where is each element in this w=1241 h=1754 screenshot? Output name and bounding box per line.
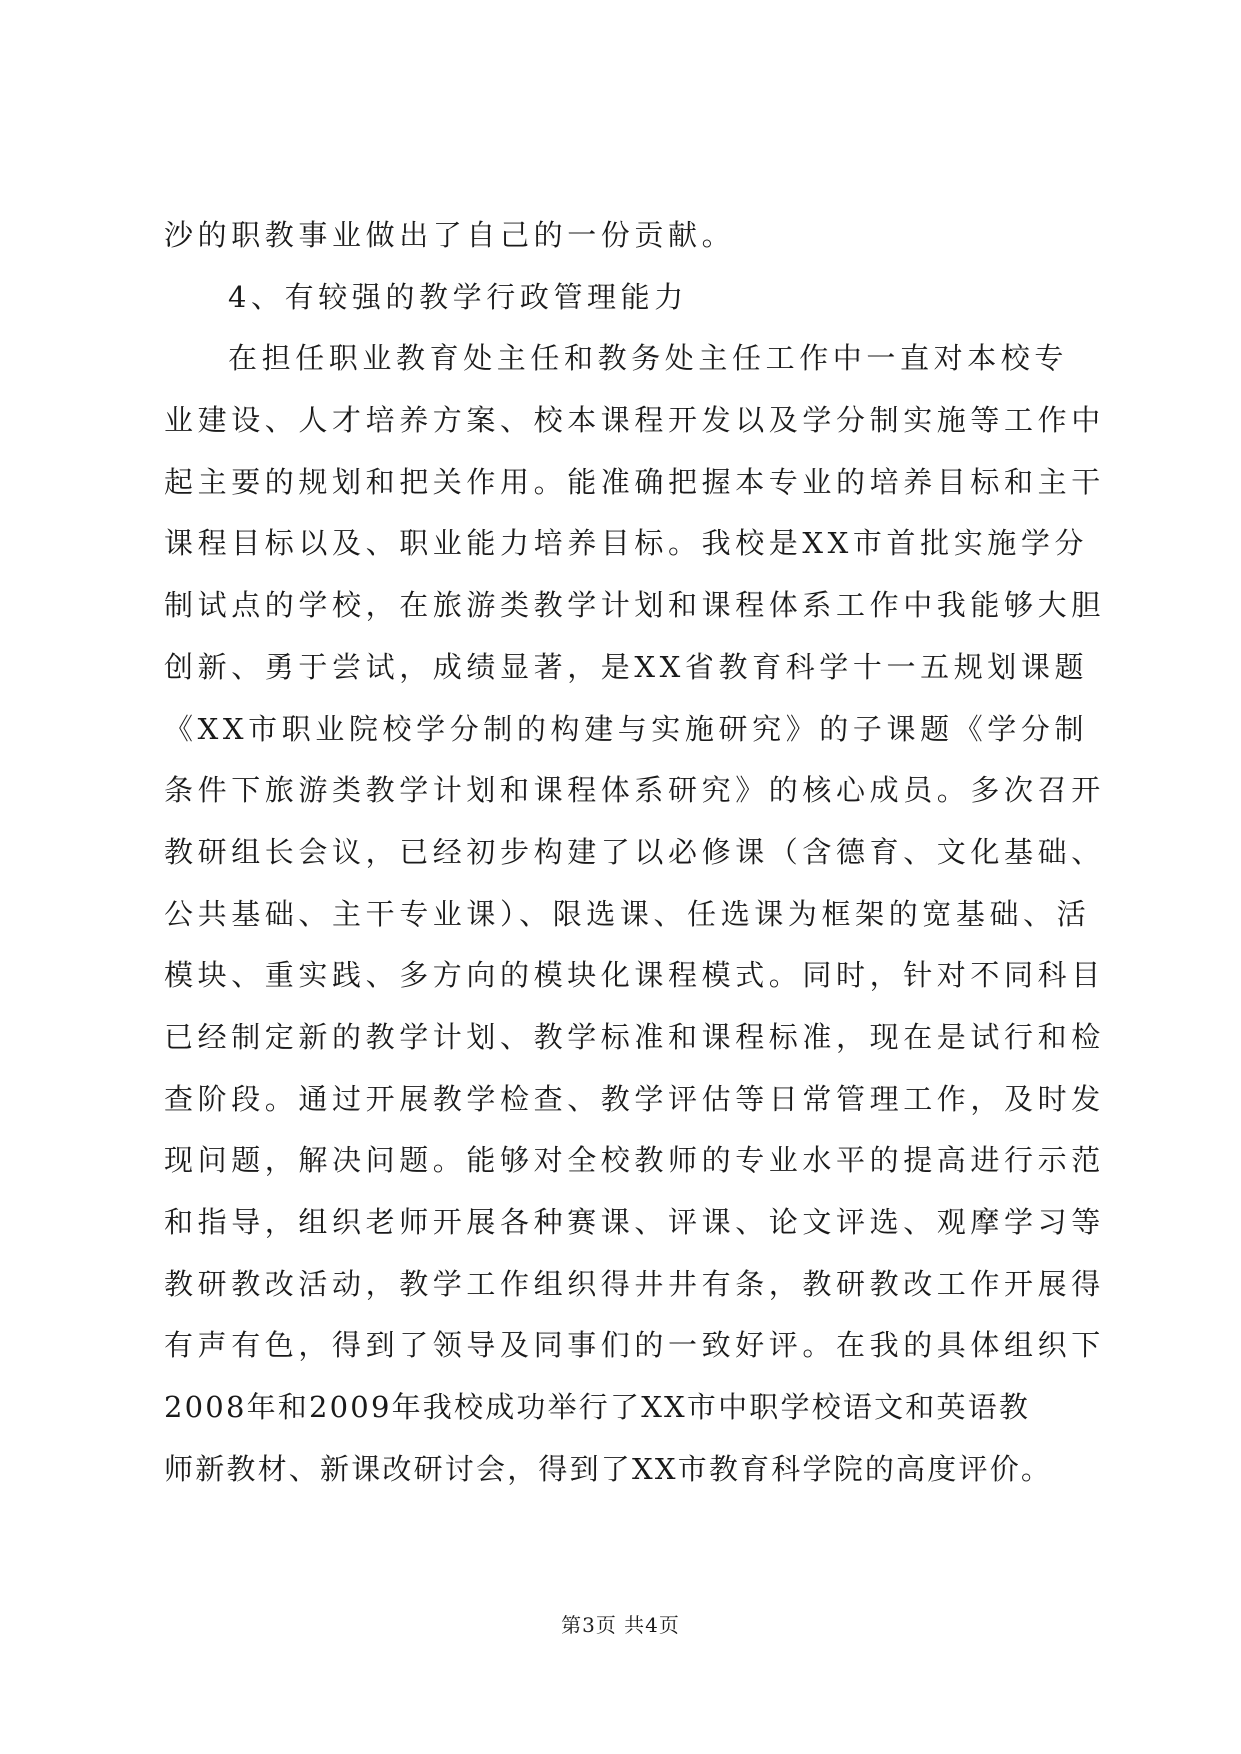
paragraph-line: 公共基础、主干专业课）、限选课、任选课为框架的宽基础、活	[164, 896, 1091, 931]
section-heading: 4、有较强的教学行政管理能力	[228, 279, 688, 314]
paragraph-line: 《XX市职业院校学分制的构建与实施研究》的子课题《学分制	[164, 711, 1089, 746]
paragraph-line: 在担任职业教育处主任和教务处主任工作中一直对本校专	[228, 341, 1069, 376]
paragraph-line: 师新教材、新课改研讨会，得到了XX市教育科学院的高度评价。	[164, 1451, 1053, 1486]
paragraph-line: 制试点的学校，在旅游类教学计划和课程体系工作中我能够大胆	[164, 588, 1105, 623]
paragraph-line: 查阶段。通过开展教学检查、教学评估等日常管理工作，及时发	[164, 1081, 1105, 1116]
paragraph-line: 现问题，解决问题。能够对全校教师的专业水平的提高进行示范	[164, 1143, 1105, 1178]
paragraph-line: 已经制定新的教学计划、教学标准和课程标准，现在是试行和检	[164, 1019, 1105, 1054]
paragraph-line: 有声有色，得到了领导及同事们的一致好评。在我的具体组织下	[164, 1328, 1105, 1363]
paragraph-line: 2008年和2009年我校成功举行了XX市中职学校语文和英语教	[164, 1390, 1031, 1425]
paragraph-line: 模块、重实践、多方向的模块化课程模式。同时，针对不同科目	[164, 958, 1105, 993]
paragraph-line: 课程目标以及、职业能力培养目标。我校是XX市首批实施学分	[164, 526, 1089, 561]
paragraph-line: 条件下旅游类教学计划和课程体系研究》的核心成员。多次召开	[164, 773, 1105, 808]
paragraph-line: 教研组长会议，已经初步构建了以必修课（含德育、文化基础、	[164, 834, 1105, 869]
paragraph-line: 业建设、人才培养方案、校本课程开发以及学分制实施等工作中	[164, 403, 1105, 438]
paragraph-line: 和指导，组织老师开展各种赛课、评课、论文评选、观摩学习等	[164, 1205, 1105, 1239]
paragraph-line: 沙的职教事业做出了自己的一份贡献。	[164, 218, 736, 252]
paragraph-line: 起主要的规划和把关作用。能准确把握本专业的培养目标和主干	[164, 464, 1105, 499]
paragraph-line: 教研教改活动，教学工作组织得井井有条，教研教改工作开展得	[164, 1266, 1105, 1301]
page-number-footer: 第3页 共4页	[561, 1613, 680, 1637]
paragraph-line: 创新、勇于尝试，成绩显著，是XX省教育科学十一五规划课题	[164, 649, 1089, 684]
body-text	[164, 205, 1105, 1500]
